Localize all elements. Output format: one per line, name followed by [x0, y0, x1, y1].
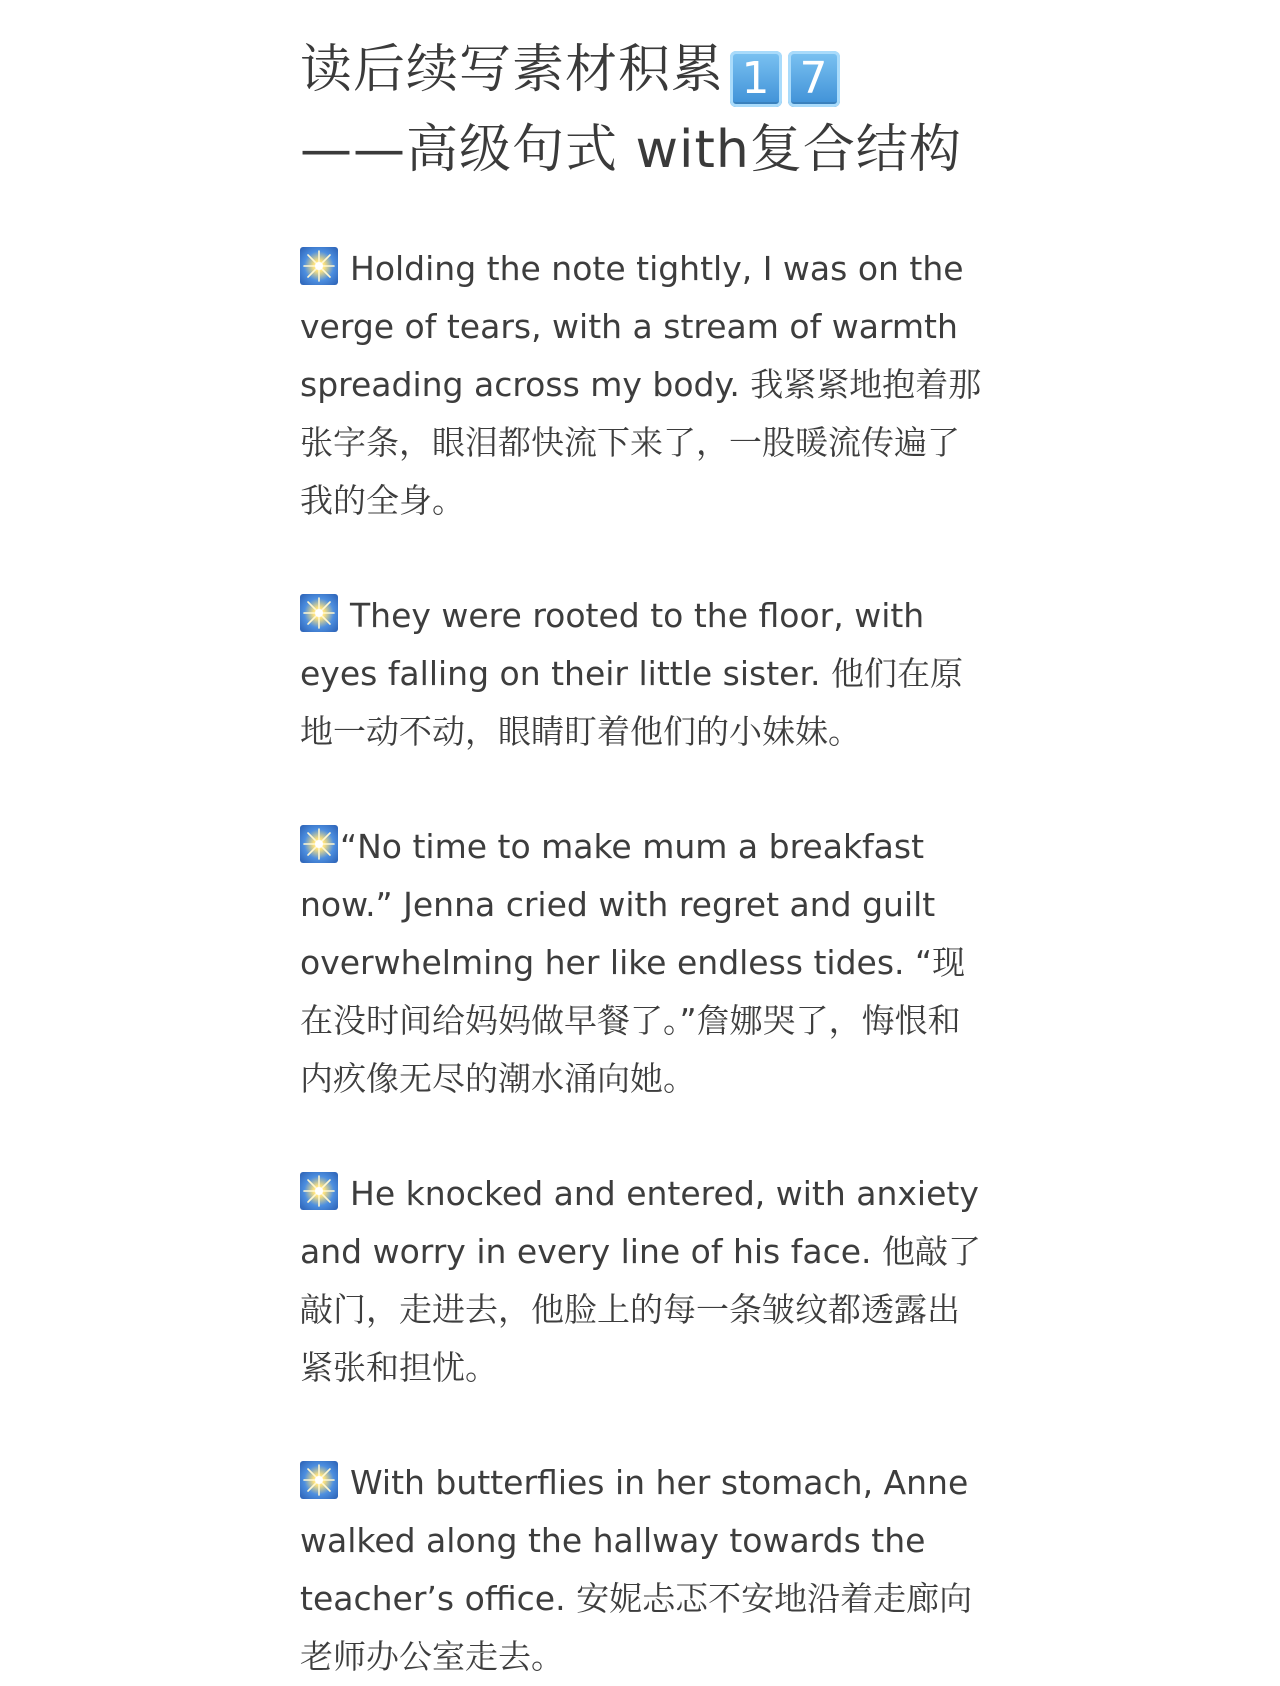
- sparkle-icon: [300, 594, 338, 632]
- keycap-digit-one-icon: 1: [730, 51, 782, 107]
- sentence-entry: [300, 1165, 990, 1397]
- title-line-1: 读后续写素材积累: [300, 40, 725, 100]
- sparkle-icon: [300, 1172, 338, 1210]
- sentence-text: He knocked and entered, with anxiety and worry in every line of his face. 他敲了敲门，走进去，他脸上的每一条皱纹都透露出紧张和担忧。: [300, 1174, 981, 1387]
- keycap-digit-seven-icon: 7: [788, 51, 840, 107]
- sentence-text: Holding the note tightly, I was on the verge of tears, with a stream of warmth spreading across my body. 我紧紧地抱着那张字条，眼泪都快流下来了，一股暖流传遍了我的全身。: [300, 249, 982, 520]
- page-subtitle: ——高级句式 with复合结构: [300, 120, 962, 180]
- sentence-entry: [300, 240, 990, 530]
- sparkle-icon: [300, 247, 338, 285]
- sentence-entry: [300, 818, 990, 1108]
- sentence-text: “No time to make mum a breakfast now.” Jenna cried with regret and guilt overwhelming her like endless tides. “现在没时间给妈妈做早餐了。”詹娜哭了，悔恨和内疚像无尽的潮水涌向她。: [300, 827, 966, 1098]
- document-page: [300, 30, 1000, 1676]
- sentence-text: With butterflies in her stomach, Anne walked along the hallway towards the teacher’s office. 安妮忐忑不安地沿着走廊向老师办公室走去。: [300, 1463, 973, 1676]
- sparkle-icon: [300, 825, 338, 863]
- sparkle-icon: [300, 1461, 338, 1499]
- sentence-entry: [300, 587, 990, 761]
- page-title: [300, 30, 1000, 110]
- sentence-entry: [300, 1454, 990, 1686]
- sentence-text: They were rooted to the floor, with eyes falling on their little sister. 他们在原地一动不动，眼睛盯着他们的小妹妹。: [300, 596, 963, 751]
